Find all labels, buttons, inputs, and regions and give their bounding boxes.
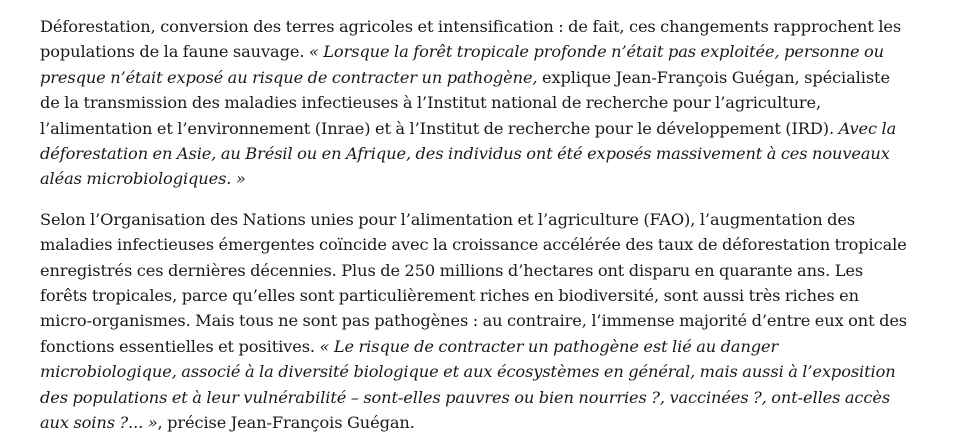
paragraph-text: explique Jean-François Guégan, spécialiste de la transmission des maladies infectieuses à l’Institut national de recherche pour l’agriculture, l’alimentation et l’environnement (Inrae) et à l’Institut de recherche pour le développement (IRD). <box>40 67 890 138</box>
paragraph-text: Déforestation, conversion des terres agricoles et intensification : de fait, ces changements rapprochent les populations de la faune sauvage. <box>40 17 902 62</box>
paragraph-text: Selon l’Organisation des Nations unies pour l’alimentation et l’agriculture (FAO), l’augmentation des maladies infectieuses émergentes coïncide avec la croissance accélérée des taux de déforestation tropicale enregistrés ces dernières décennies. Plus de 250 millions d’hectares ont disparu en quarante ans. Les forêts tropicales, parce qu’elles sont particulièrement riches en biodiversité, sont aussi très riches en micro-organismes. Mais tous ne sont pas pathogènes : au contraire, l’immense majorité d’entre eux ont des fonctions essentielles et positives. <box>40 209 908 356</box>
paragraph-fao <box>40 207 913 436</box>
paragraph-text: , précise Jean-François Guégan. <box>157 413 415 433</box>
quote-italic: « Lorsque la forêt tropicale profonde n’était pas exploitée, personne ou presque n’était exposé au risque de contracter un pathogène, <box>40 42 884 87</box>
quote-italic: « Le risque de contracter un pathogène est lié au danger microbiologique, associé à la diversité biologique et aux écosystèmes en général, mais aussi à l’exposition des populations et à leur vulnérabilité – sont-elles pauvres ou bien nourries ?, vaccinées ?, ont-elles accès aux soins ?... » <box>40 336 896 433</box>
paragraph-deforestation <box>40 14 913 192</box>
quote-italic: Avec la déforestation en Asie, au Brésil ou en Afrique, des individus ont été exposés massivement à ces nouveaux aléas microbiologiques. » <box>40 118 897 189</box>
